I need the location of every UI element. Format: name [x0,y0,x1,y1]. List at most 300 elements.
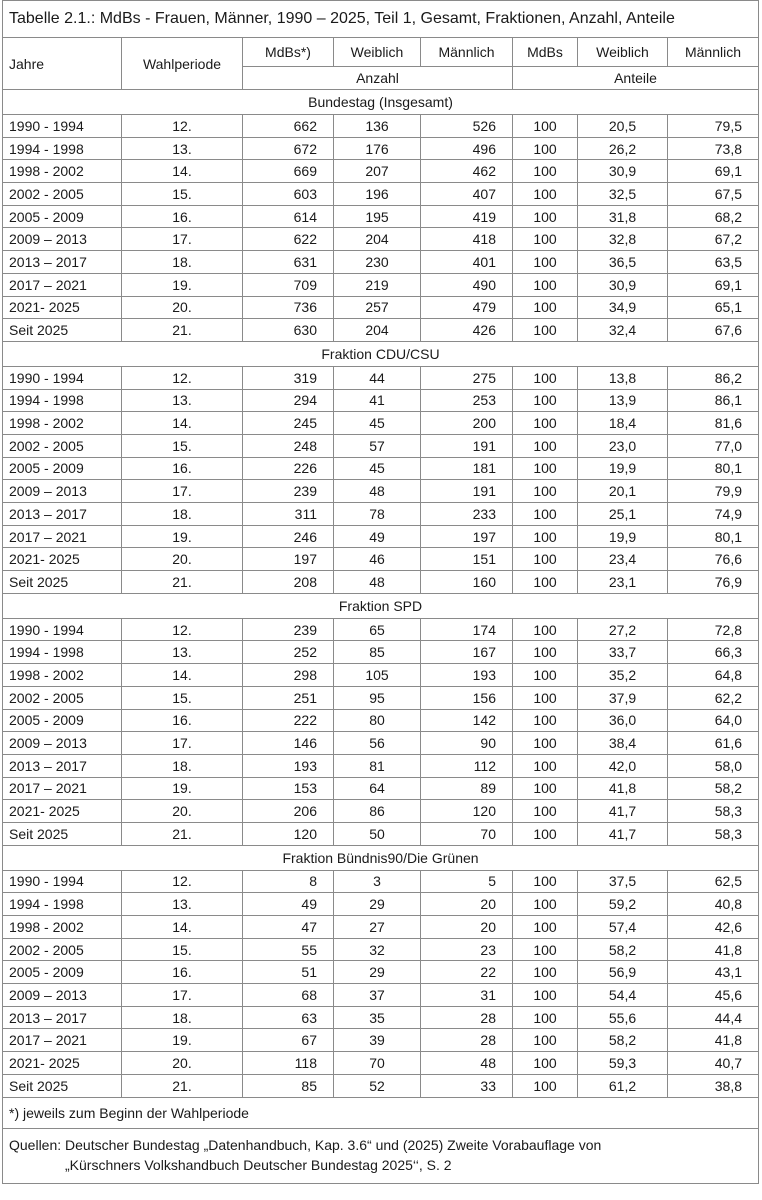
cell-mdbs-anteil: 100 [513,366,578,389]
cell-weiblich-anteil: 13,8 [578,366,668,389]
cell-mdbs-anteil: 100 [513,800,578,823]
cell-wahlperiode: 18. [122,754,243,777]
cell-maennlich: 90 [421,732,513,755]
cell-mdbs-anteil: 100 [513,137,578,160]
cell-wahlperiode: 16. [122,205,243,228]
cell-maennlich-anteil: 62,5 [668,870,759,893]
cell-mdbs: 68 [243,984,334,1007]
cell-maennlich-anteil: 86,2 [668,366,759,389]
cell-mdbs-anteil: 100 [513,754,578,777]
cell-weiblich-anteil: 61,2 [578,1074,668,1097]
cell-mdbs: 672 [243,137,334,160]
cell-maennlich-anteil: 42,6 [668,916,759,939]
cell-weiblich: 105 [334,664,421,687]
cell-mdbs: 246 [243,525,334,548]
table-row [3,1074,759,1097]
cell-weiblich-anteil: 37,5 [578,870,668,893]
table-row [3,389,759,412]
cell-mdbs: 669 [243,160,334,183]
cell-weiblich: 81 [334,754,421,777]
cell-mdbs-anteil: 100 [513,822,578,845]
table-row [3,273,759,296]
cell-maennlich: 23 [421,938,513,961]
cell-mdbs: 239 [243,618,334,641]
cell-weiblich: 85 [334,641,421,664]
cell-jahre: 2005 - 2009 [3,205,122,228]
cell-wahlperiode: 14. [122,160,243,183]
cell-maennlich-anteil: 73,8 [668,137,759,160]
cell-maennlich: 253 [421,389,513,412]
cell-weiblich: 27 [334,916,421,939]
cell-mdbs-anteil: 100 [513,457,578,480]
cell-weiblich: 48 [334,480,421,503]
cell-jahre: Seit 2025 [3,571,122,594]
cell-mdbs-anteil: 100 [513,389,578,412]
cell-wahlperiode: 20. [122,548,243,571]
cell-weiblich-anteil: 54,4 [578,984,668,1007]
cell-maennlich: 462 [421,160,513,183]
cell-weiblich-anteil: 41,7 [578,822,668,845]
cell-wahlperiode: 13. [122,137,243,160]
cell-mdbs: 120 [243,822,334,845]
cell-mdbs-anteil: 100 [513,160,578,183]
cell-mdbs: 248 [243,434,334,457]
section-title: Bundestag (Insgesamt) [3,90,759,115]
cell-mdbs-anteil: 100 [513,641,578,664]
table-row [3,732,759,755]
cell-mdbs-anteil: 100 [513,205,578,228]
cell-jahre: 1994 - 1998 [3,137,122,160]
cell-mdbs: 298 [243,664,334,687]
table-row [3,137,759,160]
cell-jahre: Seit 2025 [3,1074,122,1097]
cell-mdbs: 8 [243,870,334,893]
cell-jahre: 2005 - 2009 [3,709,122,732]
cell-mdbs-anteil: 100 [513,777,578,800]
section-title: Fraktion SPD [3,593,759,618]
cell-mdbs-anteil: 100 [513,115,578,138]
cell-mdbs: 239 [243,480,334,503]
section-header-row [3,341,759,366]
source-line-2: „Kürschners Volkshandbuch Deutscher Bundestag 2025‘‘, S. 2 [65,1156,452,1173]
table-row [3,916,759,939]
cell-weiblich: 70 [334,1052,421,1075]
cell-jahre: 2017 – 2021 [3,1029,122,1052]
cell-weiblich-anteil: 59,3 [578,1052,668,1075]
cell-maennlich-anteil: 58,2 [668,777,759,800]
cell-wahlperiode: 15. [122,183,243,206]
cell-weiblich-anteil: 32,8 [578,228,668,251]
cell-weiblich-anteil: 23,4 [578,548,668,571]
cell-maennlich-anteil: 61,6 [668,732,759,755]
cell-mdbs: 208 [243,571,334,594]
cell-maennlich-anteil: 44,4 [668,1006,759,1029]
section-header-row [3,90,759,115]
cell-weiblich: 196 [334,183,421,206]
cell-mdbs-anteil: 100 [513,251,578,274]
cell-weiblich-anteil: 42,0 [578,754,668,777]
cell-wahlperiode: 12. [122,618,243,641]
cell-maennlich-anteil: 86,1 [668,389,759,412]
cell-weiblich: 80 [334,709,421,732]
cell-wahlperiode: 20. [122,296,243,319]
cell-jahre: 2017 – 2021 [3,273,122,296]
cell-mdbs-anteil: 100 [513,503,578,526]
cell-weiblich: 50 [334,822,421,845]
table-row [3,822,759,845]
cell-mdbs-anteil: 100 [513,412,578,435]
cell-maennlich: 419 [421,205,513,228]
cell-maennlich-anteil: 45,6 [668,984,759,1007]
cell-mdbs: 709 [243,273,334,296]
cell-weiblich: 52 [334,1074,421,1097]
cell-weiblich-anteil: 25,1 [578,503,668,526]
cell-maennlich: 401 [421,251,513,274]
cell-maennlich: 418 [421,228,513,251]
table-row [3,754,759,777]
cell-wahlperiode: 15. [122,686,243,709]
cell-weiblich: 57 [334,434,421,457]
cell-jahre: 2002 - 2005 [3,938,122,961]
cell-jahre: Seit 2025 [3,822,122,845]
table-row [3,984,759,1007]
cell-jahre: 2009 – 2013 [3,984,122,1007]
cell-weiblich-anteil: 56,9 [578,961,668,984]
cell-wahlperiode: 14. [122,412,243,435]
cell-maennlich: 70 [421,822,513,845]
cell-maennlich-anteil: 41,8 [668,1029,759,1052]
cell-wahlperiode: 19. [122,525,243,548]
cell-wahlperiode: 14. [122,916,243,939]
cell-weiblich: 219 [334,273,421,296]
source-note [3,1128,759,1183]
section-header-row [3,845,759,870]
cell-maennlich: 160 [421,571,513,594]
header-wahlperiode: Wahlperiode [122,38,243,90]
cell-maennlich-anteil: 77,0 [668,434,759,457]
table-row [3,366,759,389]
table-row [3,686,759,709]
cell-weiblich: 45 [334,412,421,435]
cell-maennlich-anteil: 64,8 [668,664,759,687]
cell-weiblich-anteil: 36,0 [578,709,668,732]
cell-maennlich-anteil: 80,1 [668,525,759,548]
cell-jahre: 2017 – 2021 [3,525,122,548]
cell-jahre: 1998 - 2002 [3,664,122,687]
cell-weiblich: 207 [334,160,421,183]
cell-wahlperiode: 18. [122,1006,243,1029]
cell-mdbs-anteil: 100 [513,709,578,732]
cell-jahre: 2021- 2025 [3,800,122,823]
cell-mdbs: 294 [243,389,334,412]
cell-wahlperiode: 19. [122,777,243,800]
header-mdbs-count: MdBs*) [243,38,334,67]
cell-jahre: 2013 – 2017 [3,503,122,526]
cell-maennlich: 120 [421,800,513,823]
cell-wahlperiode: 21. [122,822,243,845]
table-row [3,503,759,526]
cell-jahre: 2002 - 2005 [3,183,122,206]
cell-maennlich: 28 [421,1006,513,1029]
cell-wahlperiode: 13. [122,893,243,916]
cell-maennlich: 191 [421,480,513,503]
cell-wahlperiode: 17. [122,228,243,251]
cell-mdbs-anteil: 100 [513,1052,578,1075]
cell-maennlich: 167 [421,641,513,664]
cell-wahlperiode: 16. [122,961,243,984]
cell-weiblich: 136 [334,115,421,138]
table-row [3,709,759,732]
cell-weiblich-anteil: 30,9 [578,160,668,183]
cell-weiblich-anteil: 34,9 [578,296,668,319]
cell-mdbs: 146 [243,732,334,755]
cell-weiblich: 29 [334,893,421,916]
cell-maennlich-anteil: 74,9 [668,503,759,526]
cell-weiblich-anteil: 41,7 [578,800,668,823]
cell-wahlperiode: 15. [122,938,243,961]
cell-mdbs: 245 [243,412,334,435]
cell-weiblich-anteil: 58,2 [578,938,668,961]
cell-jahre: 2017 – 2021 [3,777,122,800]
cell-weiblich-anteil: 18,4 [578,412,668,435]
cell-mdbs-anteil: 100 [513,618,578,641]
cell-weiblich: 56 [334,732,421,755]
cell-jahre: 2021- 2025 [3,296,122,319]
cell-wahlperiode: 18. [122,503,243,526]
cell-mdbs: 55 [243,938,334,961]
cell-maennlich: 20 [421,893,513,916]
cell-mdbs-anteil: 100 [513,870,578,893]
cell-maennlich: 193 [421,664,513,687]
cell-weiblich-anteil: 37,9 [578,686,668,709]
cell-mdbs-anteil: 100 [513,664,578,687]
cell-jahre: 1994 - 1998 [3,893,122,916]
cell-jahre: 2005 - 2009 [3,457,122,480]
cell-mdbs: 222 [243,709,334,732]
table-row [3,548,759,571]
cell-mdbs: 319 [243,366,334,389]
cell-mdbs: 226 [243,457,334,480]
table-row [3,160,759,183]
cell-maennlich: 20 [421,916,513,939]
cell-weiblich-anteil: 36,5 [578,251,668,274]
cell-maennlich-anteil: 40,7 [668,1052,759,1075]
cell-jahre: 2013 – 2017 [3,754,122,777]
cell-weiblich-anteil: 13,9 [578,389,668,412]
cell-jahre: 1998 - 2002 [3,916,122,939]
cell-maennlich: 479 [421,296,513,319]
table-row [3,938,759,961]
cell-jahre: 1994 - 1998 [3,389,122,412]
table-row [3,525,759,548]
cell-weiblich: 3 [334,870,421,893]
cell-mdbs: 193 [243,754,334,777]
table-row [3,893,759,916]
cell-maennlich: 89 [421,777,513,800]
table-row [3,457,759,480]
table-row [3,296,759,319]
cell-weiblich: 49 [334,525,421,548]
cell-jahre: 2005 - 2009 [3,961,122,984]
cell-weiblich-anteil: 35,2 [578,664,668,687]
cell-wahlperiode: 13. [122,389,243,412]
cell-weiblich-anteil: 41,8 [578,777,668,800]
cell-maennlich-anteil: 58,3 [668,822,759,845]
cell-maennlich: 5 [421,870,513,893]
table-row [3,618,759,641]
table-row [3,571,759,594]
cell-maennlich: 112 [421,754,513,777]
cell-jahre: 2013 – 2017 [3,251,122,274]
cell-wahlperiode: 12. [122,870,243,893]
table-row [3,251,759,274]
cell-wahlperiode: 21. [122,319,243,342]
cell-weiblich: 41 [334,389,421,412]
section-header-row [3,593,759,618]
cell-maennlich: 191 [421,434,513,457]
cell-mdbs: 603 [243,183,334,206]
cell-maennlich: 407 [421,183,513,206]
cell-wahlperiode: 17. [122,984,243,1007]
cell-weiblich: 46 [334,548,421,571]
cell-maennlich-anteil: 41,8 [668,938,759,961]
cell-weiblich-anteil: 55,6 [578,1006,668,1029]
footnote: *) jeweils zum Beginn der Wahlperiode [3,1097,759,1128]
cell-mdbs-anteil: 100 [513,228,578,251]
table-body [3,90,759,1098]
cell-mdbs: 153 [243,777,334,800]
cell-maennlich: 156 [421,686,513,709]
header-weiblich-count: Weiblich [334,38,421,67]
cell-weiblich-anteil: 30,9 [578,273,668,296]
table-row [3,800,759,823]
cell-jahre: 2002 - 2005 [3,434,122,457]
cell-wahlperiode: 15. [122,434,243,457]
section-title: Fraktion CDU/CSU [3,341,759,366]
cell-maennlich-anteil: 58,0 [668,754,759,777]
cell-maennlich-anteil: 40,8 [668,893,759,916]
cell-wahlperiode: 18. [122,251,243,274]
cell-wahlperiode: 16. [122,709,243,732]
cell-mdbs: 631 [243,251,334,274]
table-row [3,777,759,800]
table-row [3,870,759,893]
cell-maennlich: 22 [421,961,513,984]
cell-maennlich: 526 [421,115,513,138]
cell-mdbs: 118 [243,1052,334,1075]
cell-weiblich-anteil: 20,1 [578,480,668,503]
document [2,0,758,1184]
cell-mdbs-anteil: 100 [513,686,578,709]
cell-maennlich: 197 [421,525,513,548]
cell-maennlich-anteil: 58,3 [668,800,759,823]
cell-maennlich-anteil: 66,3 [668,641,759,664]
cell-wahlperiode: 14. [122,664,243,687]
cell-weiblich: 176 [334,137,421,160]
cell-mdbs-anteil: 100 [513,938,578,961]
cell-jahre: 1990 - 1994 [3,618,122,641]
header-maennlich-count: Männlich [421,38,513,67]
header-anzahl: Anzahl [243,67,513,90]
cell-weiblich: 37 [334,984,421,1007]
cell-weiblich-anteil: 19,9 [578,457,668,480]
cell-mdbs: 206 [243,800,334,823]
cell-maennlich-anteil: 76,9 [668,571,759,594]
header-weiblich-share: Weiblich [578,38,668,67]
source-line-1: Quellen: Deutscher Bundestag „Datenhandbuch, Kap. 3.6“ und (2025) Zweite Vorabauflage von [9,1136,602,1153]
header-mdbs-share: MdBs [513,38,578,67]
cell-weiblich-anteil: 27,2 [578,618,668,641]
cell-jahre: 2002 - 2005 [3,686,122,709]
cell-mdbs: 85 [243,1074,334,1097]
cell-mdbs-anteil: 100 [513,732,578,755]
table-row [3,1006,759,1029]
cell-mdbs: 736 [243,296,334,319]
cell-maennlich-anteil: 63,5 [668,251,759,274]
cell-mdbs: 67 [243,1029,334,1052]
cell-mdbs-anteil: 100 [513,273,578,296]
section-title: Fraktion Bündnis90/Die Grünen [3,845,759,870]
cell-weiblich: 86 [334,800,421,823]
cell-weiblich: 32 [334,938,421,961]
cell-mdbs: 311 [243,503,334,526]
cell-weiblich-anteil: 19,9 [578,525,668,548]
cell-weiblich: 257 [334,296,421,319]
cell-mdbs: 197 [243,548,334,571]
cell-mdbs-anteil: 100 [513,548,578,571]
cell-weiblich: 35 [334,1006,421,1029]
cell-weiblich: 78 [334,503,421,526]
table-row [3,1029,759,1052]
table-row [3,641,759,664]
cell-maennlich: 233 [421,503,513,526]
cell-weiblich-anteil: 26,2 [578,137,668,160]
cell-weiblich-anteil: 32,5 [578,183,668,206]
table-row [3,434,759,457]
header-jahre: Jahre [3,38,122,90]
table-row [3,228,759,251]
cell-jahre: 1998 - 2002 [3,160,122,183]
cell-mdbs-anteil: 100 [513,296,578,319]
cell-maennlich: 33 [421,1074,513,1097]
cell-weiblich: 39 [334,1029,421,1052]
cell-mdbs-anteil: 100 [513,183,578,206]
cell-mdbs-anteil: 100 [513,319,578,342]
cell-weiblich: 45 [334,457,421,480]
cell-weiblich: 195 [334,205,421,228]
cell-jahre: 1990 - 1994 [3,115,122,138]
cell-maennlich: 151 [421,548,513,571]
cell-weiblich-anteil: 57,4 [578,916,668,939]
cell-mdbs-anteil: 100 [513,916,578,939]
cell-weiblich-anteil: 58,2 [578,1029,668,1052]
cell-wahlperiode: 19. [122,1029,243,1052]
cell-maennlich: 28 [421,1029,513,1052]
cell-jahre: 1998 - 2002 [3,412,122,435]
cell-jahre: 1990 - 1994 [3,870,122,893]
cell-mdbs-anteil: 100 [513,961,578,984]
table-row [3,115,759,138]
cell-maennlich: 174 [421,618,513,641]
table-row [3,1052,759,1075]
cell-weiblich-anteil: 32,4 [578,319,668,342]
cell-weiblich-anteil: 23,1 [578,571,668,594]
cell-wahlperiode: 16. [122,457,243,480]
cell-weiblich: 48 [334,571,421,594]
cell-jahre: 1990 - 1994 [3,366,122,389]
cell-maennlich-anteil: 68,2 [668,205,759,228]
cell-mdbs: 630 [243,319,334,342]
